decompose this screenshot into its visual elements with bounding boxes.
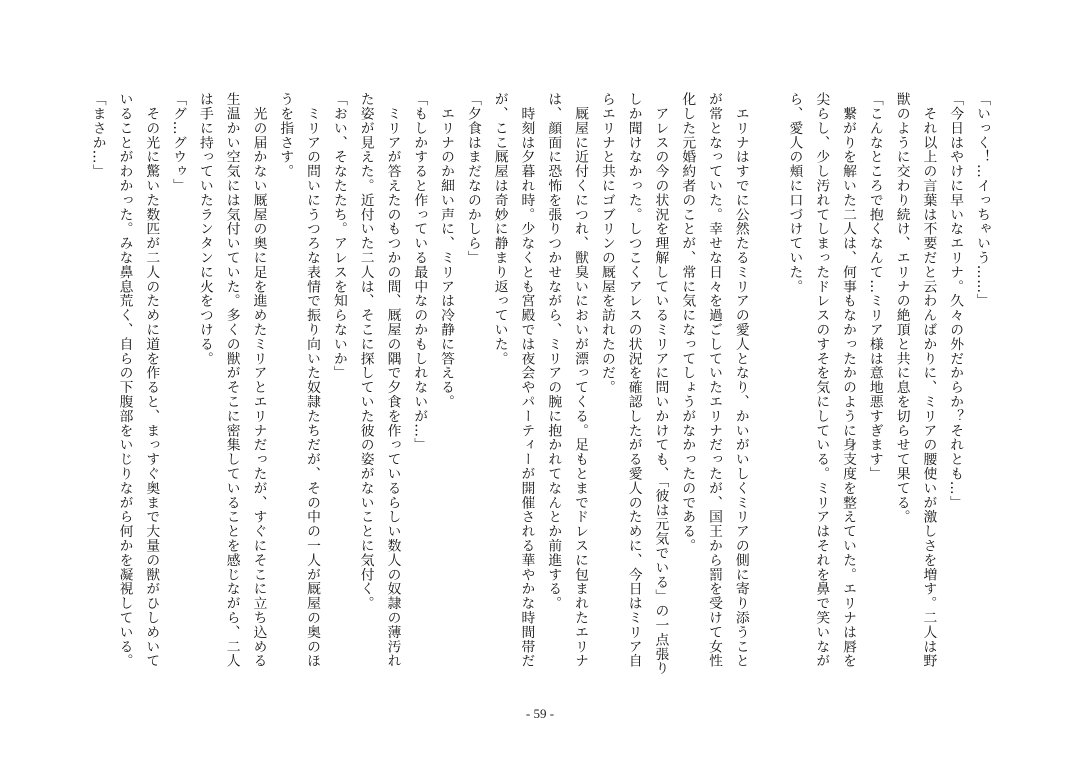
text-column: 繋がりを解いた二人は、何事もなかったかのように身支度を整えていた。エリナは唇を [840, 92, 857, 668]
vertical-text-body [84, 92, 995, 692]
text-column: が常となっていた。幸せな日々を過ごしていたエリナだったが、国王から罰を受けて女性 [706, 92, 723, 668]
text-column: 「いっく！…イっちゃいう……」 [974, 92, 990, 308]
text-column: ミリアが答えたのもつかの間、厩屋の隅で夕食を作っているらしい数人の奴隷の薄汚れ [384, 92, 401, 668]
text-column: らエリナと共にゴブリンの厩屋を訪れたのだ。 [598, 92, 615, 395]
text-column: 尖らし、少し汚れてしまったドレスのすそを気にしている。ミリアはそれを鼻で笑いなが [813, 92, 830, 668]
text-column: 「おい、そなたたち。アレスを知らないか」 [330, 92, 347, 380]
text-column: 光の届かない厩屋の奥に足を進めたミリアとエリナだったが、すぐにそこに立ち込める [250, 92, 267, 668]
blank-column [754, 92, 781, 692]
text-column: それ以上の言葉は不要だと云わんばかりに、ミリアの腰使いが激しさを増す。二人は野 [920, 92, 937, 668]
text-column: うを指さす。 [277, 92, 294, 179]
text-column: 「夕食はまだなのかしら」 [464, 92, 481, 265]
text-column: 「もしかすると作っている最中なのかもしれないが…」 [411, 92, 428, 452]
text-column: が、ここ厩屋は奇妙に静まり返っていた。 [491, 92, 508, 366]
text-column: アレスの今の状況を理解しているミリアに問いかけても、「彼は元気でいる」の一点張り [652, 92, 669, 676]
text-column: は手に持っていたランタンに火をつける。 [196, 92, 213, 366]
text-column: ミリアの問いにうつろな表情で振り向いた奴隷たちだが、その中の一人が厩屋の奥のほ [304, 92, 321, 668]
text-column: エリナはすでに公然たるミリアの愛人となり、かいがいしくミリアの側に寄り添うこと [732, 92, 749, 668]
text-column: その光に驚いた数匹が二人のために道を作ると、まっすぐ奥まで大量の獣がひしめいて [143, 92, 160, 668]
text-column: 「グ…グウゥ」 [170, 92, 187, 193]
text-column: た姿が見えた。近付いた二人は、そこに探していた彼の姿がないことに気付く。 [357, 92, 374, 611]
text-column: 「こんなところで抱くなんて…ミリア様は意地悪すぎます」 [866, 92, 883, 481]
text-column: 時刻は夕暮れ時。少なくとも宮殿では夜会やパーティーが開催される華やかな時間帯だ [518, 92, 535, 668]
text-column: いることがわかった。みな鼻息荒く、自らの下腹部をいじりながら何かを凝視している。 [116, 92, 133, 668]
text-column: 厩屋に近付くにつれ、獣臭いにおいが漂ってくる。足もとまでドレスに包まれたエリナ [572, 92, 589, 668]
text-column: 「今日はやけに早いなエリナ。久々の外だからか？それとも…」 [947, 92, 964, 510]
text-column: 生温かい空気には気付いていた。多くの獣がそこに密集していることを感じながら、二人 [223, 92, 240, 668]
text-column: 化した元婚約者のことが、常に気になってしょうがなかったのである。 [679, 92, 696, 553]
page-number: - 59 - [525, 706, 555, 721]
text-column: 獣のように交わり続け、エリナの絶頂と共に息を切らせて果てる。 [893, 92, 910, 524]
text-column: 「まさか…」 [89, 92, 106, 179]
text-column: は、顔面に恐怖を張りつかせながら、ミリアの腕に抱かれてなんとか前進する。 [545, 92, 562, 611]
text-column: エリナのか細い声に、ミリアは冷静に答える。 [438, 92, 455, 409]
text-column: ら、愛人の頬に口づけていた。 [786, 92, 803, 294]
text-column: しか聞けなかった。しつこくアレスの状況を確認したがる愛人のために、今日はミリア自 [625, 92, 642, 668]
